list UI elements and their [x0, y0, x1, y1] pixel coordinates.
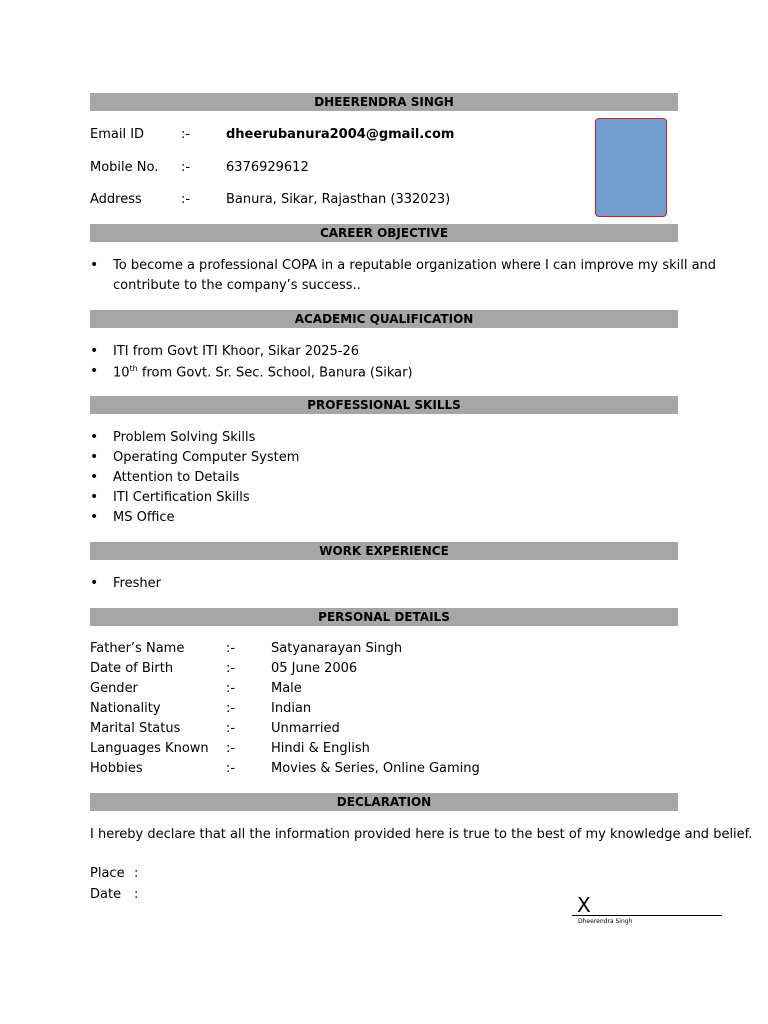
personal-label: Gender	[90, 681, 138, 696]
address-value: Banura, Sikar, Rajasthan (332023)	[226, 192, 451, 207]
personal-label: Hobbies	[90, 761, 143, 776]
personal-label: Date of Birth	[90, 661, 174, 676]
personal-separator: :-	[226, 661, 236, 676]
mobile-label: Mobile No.	[90, 160, 159, 175]
personal-label: Languages Known	[90, 741, 209, 756]
email-separator: :-	[181, 127, 191, 142]
academic-10th-number: 10	[113, 365, 130, 381]
skill-item: Attention to Details	[113, 470, 240, 485]
date-label: Date	[90, 887, 122, 902]
personal-separator: :-	[226, 701, 236, 716]
declaration-text: I hereby declare that all the information provided here is true to the best of my knowledge and belief.	[90, 827, 753, 842]
skill-item: Operating Computer System	[113, 450, 300, 465]
personal-separator: :-	[226, 761, 236, 776]
address-label: Address	[90, 192, 142, 207]
personal-value: 05 June 2006	[271, 661, 358, 676]
section-academic-qualification: ACADEMIC QUALIFICATION	[90, 310, 678, 328]
personal-value: Unmarried	[271, 721, 340, 736]
name-header: DHEERENDRA SINGH	[90, 93, 678, 111]
skill-item: Problem Solving Skills	[113, 430, 256, 445]
mobile-separator: :-	[181, 160, 191, 175]
address-separator: :-	[181, 192, 191, 207]
skill-item: MS Office	[113, 510, 175, 525]
personal-value: Movies & Series, Online Gaming	[271, 761, 480, 776]
personal-label: Nationality	[90, 701, 161, 716]
email-label: Email ID	[90, 127, 145, 142]
section-declaration: DECLARATION	[90, 793, 678, 811]
mobile-value: 6376929612	[226, 160, 309, 175]
personal-separator: :-	[226, 681, 236, 696]
section-work-experience: WORK EXPERIENCE	[90, 542, 678, 560]
bullet-icon: •	[90, 343, 99, 359]
career-objective-line2: contribute to the company’s success..	[113, 278, 361, 293]
personal-separator: :-	[226, 641, 236, 656]
section-career-objective: CAREER OBJECTIVE	[90, 224, 678, 242]
section-personal-details: PERSONAL DETAILS	[90, 608, 678, 626]
section-professional-skills: PROFESSIONAL SKILLS	[90, 396, 678, 414]
academic-item-iti: ITI from Govt ITI Khoor, Sikar 2025-26	[113, 344, 360, 359]
personal-label: Marital Status	[90, 721, 181, 736]
bullet-icon: •	[90, 509, 99, 525]
place-label: Place	[90, 866, 125, 881]
bullet-icon: •	[90, 469, 99, 485]
personal-value: Satyanarayan Singh	[271, 641, 403, 656]
skill-item: ITI Certification Skills	[113, 490, 250, 505]
photo-placeholder	[595, 118, 667, 217]
bullet-icon: •	[90, 489, 99, 505]
bullet-icon: •	[90, 257, 99, 273]
academic-10th-rest: from Govt. Sr. Sec. School, Banura (Sikar)	[137, 365, 413, 381]
bullet-icon: •	[90, 575, 99, 591]
work-item: Fresher	[113, 576, 161, 591]
bullet-icon: •	[90, 449, 99, 465]
signature-name: Dheerendra Singh	[578, 918, 633, 925]
career-objective-line1: To become a professional COPA in a reputable organization where I can improve my skill and	[113, 258, 717, 273]
bullet-icon: •	[90, 363, 99, 379]
personal-label: Father’s Name	[90, 641, 185, 656]
signature-line	[572, 915, 722, 916]
email-value: dheerubanura2004@gmail.com	[226, 127, 455, 142]
signature-mark: X	[577, 893, 591, 917]
personal-value: Male	[271, 681, 302, 696]
personal-separator: :-	[226, 741, 236, 756]
personal-value: Indian	[271, 701, 312, 716]
personal-separator: :-	[226, 721, 236, 736]
bullet-icon: •	[90, 429, 99, 445]
academic-10th-suffix: th	[129, 364, 138, 373]
academic-item-10th	[113, 364, 413, 380]
place-separator: :	[134, 866, 139, 881]
date-separator: :	[134, 887, 139, 902]
personal-value: Hindi & English	[271, 741, 370, 756]
